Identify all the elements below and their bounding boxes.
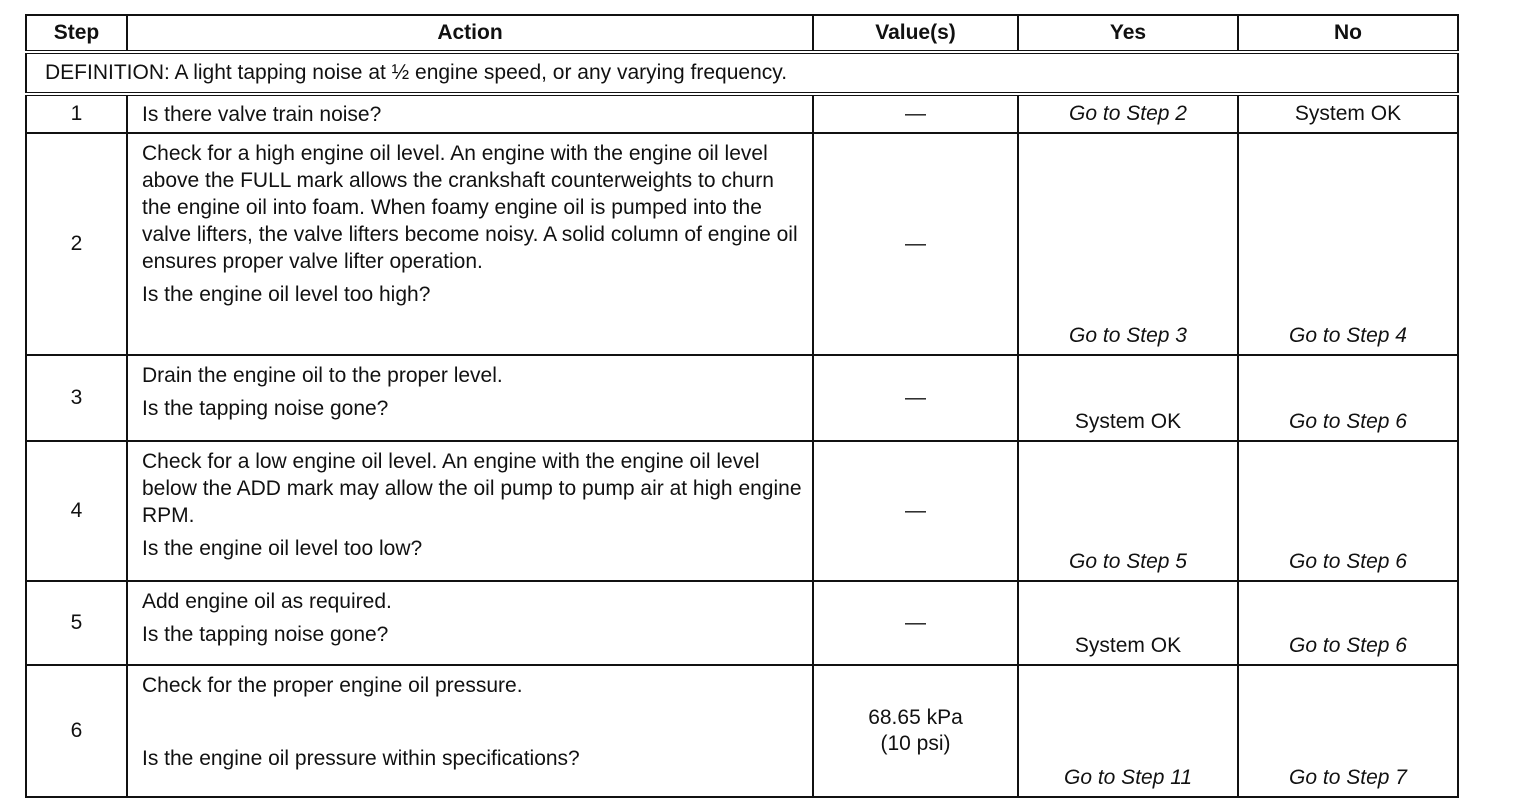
pressure-value-psi: (10 psi) bbox=[880, 732, 951, 755]
value-cell: — bbox=[813, 581, 1018, 665]
value-cell bbox=[813, 665, 1018, 797]
step-number: 5 bbox=[26, 581, 127, 665]
step-number: 2 bbox=[26, 133, 127, 355]
table-row bbox=[26, 355, 1458, 441]
step-number: 3 bbox=[26, 355, 127, 441]
action-question: Is the engine oil level too low? bbox=[142, 537, 423, 560]
action-cell bbox=[127, 355, 813, 441]
yes-cell: Go to Step 5 bbox=[1018, 441, 1238, 581]
table-row bbox=[26, 94, 1458, 133]
step-number: 4 bbox=[26, 441, 127, 581]
no-cell: Go to Step 6 bbox=[1238, 355, 1458, 441]
action-cell bbox=[127, 581, 813, 665]
yes-cell: System OK bbox=[1018, 355, 1238, 441]
action-text: Check for the proper engine oil pressure. bbox=[142, 674, 523, 697]
action-cell bbox=[127, 133, 813, 355]
action-cell bbox=[127, 665, 813, 797]
yes-cell: Go to Step 2 bbox=[1018, 94, 1238, 133]
pressure-value-kpa: 68.65 kPa bbox=[868, 706, 963, 729]
table-row bbox=[26, 665, 1458, 797]
value-cell: — bbox=[813, 133, 1018, 355]
action-text: Is there valve train noise? bbox=[127, 94, 813, 133]
action-text: Check for a high engine oil level. An engine with the engine oil level above the FULL mark allows the crankshaft counterweights to churn the engine oil into foam. When foamy engine oil is pumped into the valve lifters, the valve lifters become noisy. A solid column of engine oil ensures proper valve lifter operation. bbox=[142, 142, 798, 273]
step-number: 6 bbox=[26, 665, 127, 797]
no-cell: Go to Step 6 bbox=[1238, 581, 1458, 665]
table-row bbox=[26, 441, 1458, 581]
no-cell: System OK bbox=[1238, 94, 1458, 133]
action-text: Check for a low engine oil level. An engine with the engine oil level below the ADD mark may allow the oil pump to pump air at high engine RPM. bbox=[142, 450, 802, 527]
header-step: Step bbox=[26, 15, 127, 52]
yes-cell: Go to Step 3 bbox=[1018, 133, 1238, 355]
no-cell: Go to Step 7 bbox=[1238, 665, 1458, 797]
value-cell: — bbox=[813, 441, 1018, 581]
header-yes: Yes bbox=[1018, 15, 1238, 52]
yes-cell: Go to Step 11 bbox=[1018, 665, 1238, 797]
action-question: Is the tapping noise gone? bbox=[142, 623, 389, 646]
action-text: Add engine oil as required. bbox=[142, 590, 392, 613]
header-row bbox=[26, 15, 1458, 52]
table-row bbox=[26, 581, 1458, 665]
header-values: Value(s) bbox=[813, 15, 1018, 52]
definition-row bbox=[26, 52, 1458, 94]
no-cell: Go to Step 4 bbox=[1238, 133, 1458, 355]
step-number: 1 bbox=[26, 94, 127, 133]
action-question: Is the engine oil pressure within specifications? bbox=[142, 747, 580, 770]
no-cell: Go to Step 6 bbox=[1238, 441, 1458, 581]
value-cell: — bbox=[813, 355, 1018, 441]
header-no: No bbox=[1238, 15, 1458, 52]
action-text: Drain the engine oil to the proper level. bbox=[142, 364, 503, 387]
diagnostic-table bbox=[25, 14, 1459, 798]
value-cell: — bbox=[813, 94, 1018, 133]
table-row bbox=[26, 133, 1458, 355]
definition-text: DEFINITION: A light tapping noise at ½ engine speed, or any varying frequency. bbox=[26, 52, 1458, 94]
action-question: Is the tapping noise gone? bbox=[142, 397, 389, 420]
action-cell bbox=[127, 441, 813, 581]
header-action: Action bbox=[127, 15, 813, 52]
action-question: Is the engine oil level too high? bbox=[142, 283, 431, 306]
yes-cell: System OK bbox=[1018, 581, 1238, 665]
diagnostic-table-container bbox=[25, 14, 1457, 798]
